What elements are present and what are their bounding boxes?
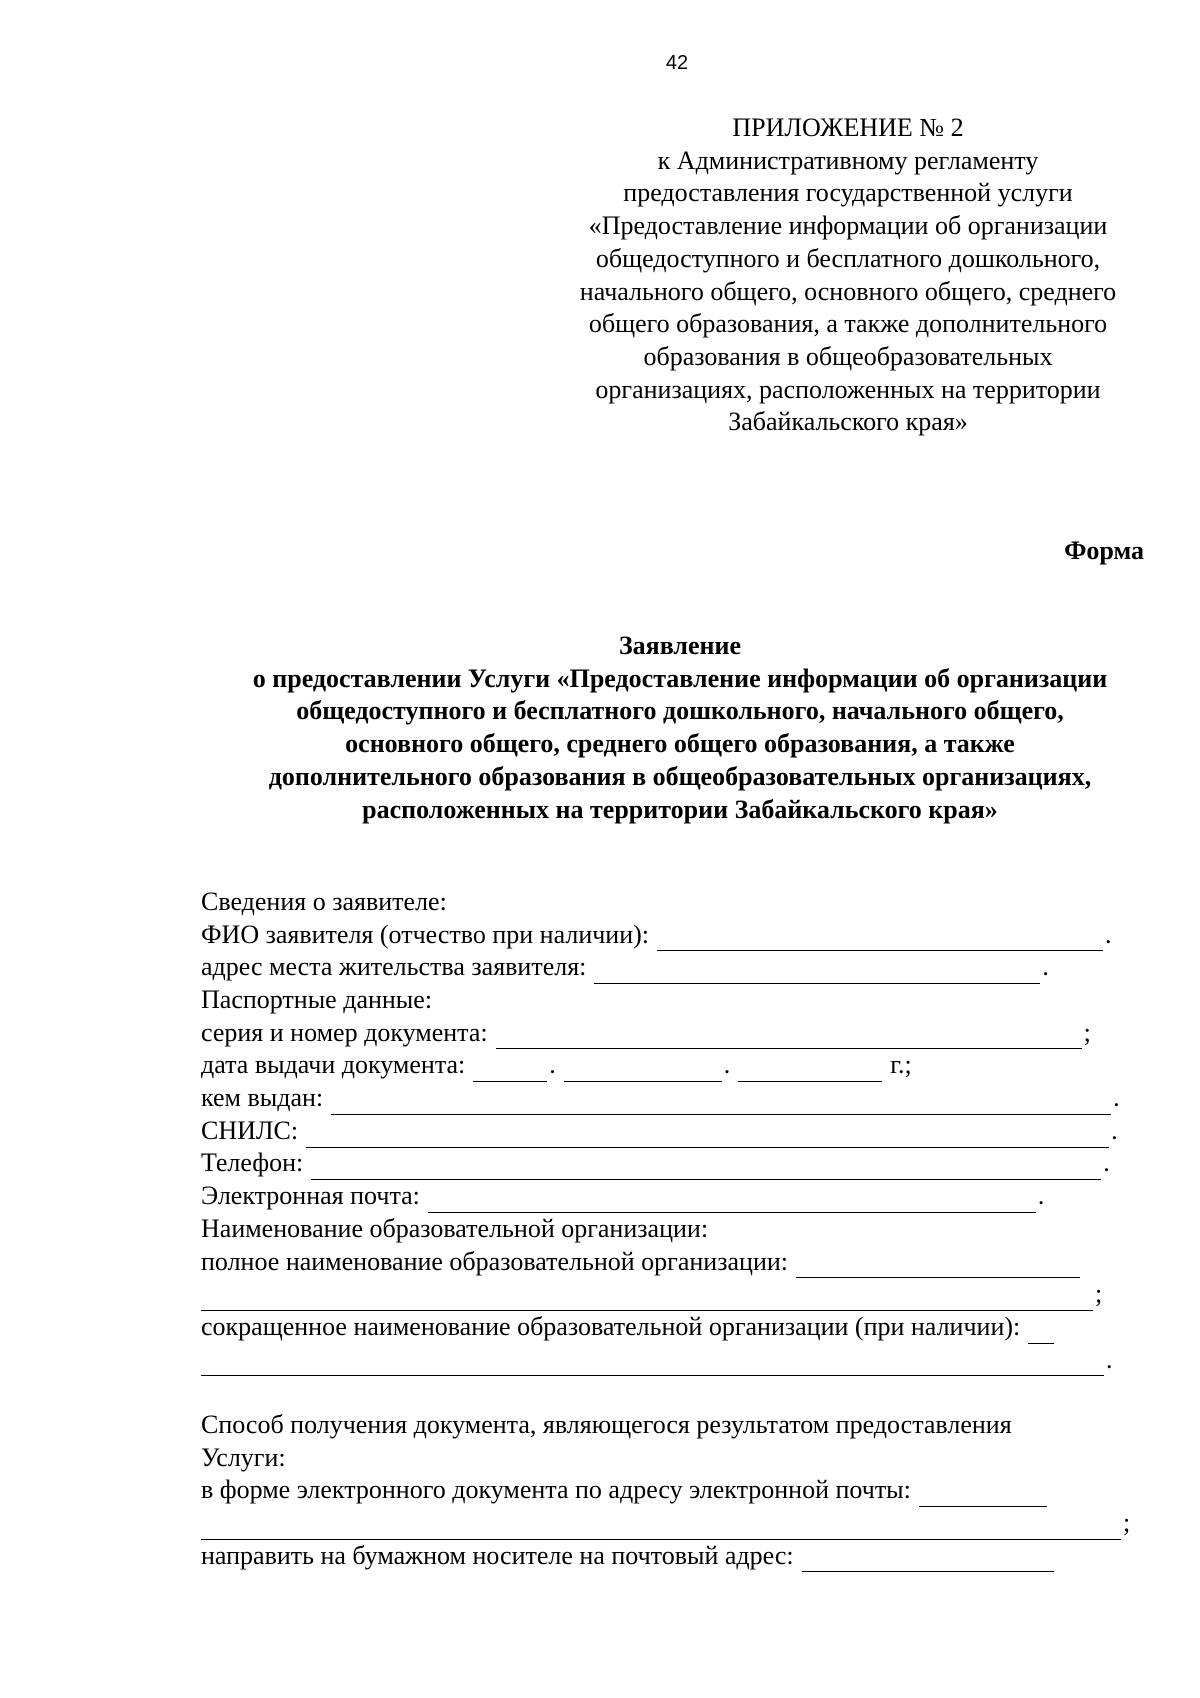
- passport-header-row: [201, 984, 1161, 1017]
- snils-blank[interactable]: [306, 1122, 1109, 1148]
- fio-row: ФИО заявителя (отчество при наличии): .: [201, 919, 1161, 952]
- issue-year-blank[interactable]: [738, 1056, 882, 1082]
- series-row: серия и номер документа: ;: [201, 1017, 1161, 1050]
- org-header-row: [201, 1213, 1161, 1246]
- snils-row: СНИЛС: .: [201, 1115, 1161, 1148]
- title-line: расположенных на территории Забайкальского края»: [362, 794, 998, 824]
- form-label: Форма: [1064, 536, 1144, 565]
- email-method-cont-row: ;: [201, 1507, 1161, 1540]
- address-label: адрес места жительства заявителя:: [201, 952, 587, 982]
- appendix-line: общедоступного и бесплатного дошкольного,: [595, 243, 1101, 273]
- paper-method-row: [201, 1540, 1161, 1573]
- applicant-header: Сведения о заявителе:: [201, 886, 447, 916]
- appendix-line: организациях, расположенных на территории: [595, 374, 1101, 404]
- address-row: адрес места жительства заявителя: .: [201, 951, 1161, 984]
- appendix-line: ПРИЛОЖЕНИЕ № 2: [732, 113, 964, 142]
- appendix-line: Забайкальского края»: [728, 407, 968, 437]
- series-blank[interactable]: [496, 1023, 1082, 1049]
- appendix-line: общего образования, а также дополнительного: [588, 309, 1108, 339]
- org-short-blank-cont[interactable]: [201, 1350, 1104, 1376]
- org-short-label: сокращенное наименование образовательной организации (при наличии):: [201, 1311, 1021, 1341]
- spacer: [201, 1376, 1161, 1409]
- appendix-line: начального общего, основного общего, среднего: [579, 276, 1117, 306]
- method-label-1: Способ получения документа, являющегося результатом предоставления: [201, 1409, 1012, 1439]
- application-fields: [201, 886, 1161, 1572]
- appendix-line: «Предоставление информации об организации: [588, 211, 1108, 241]
- title-line: основного общего, среднего общего образования, а также: [345, 729, 1015, 759]
- title-line: Заявление: [618, 631, 742, 660]
- fio-label: ФИО заявителя (отчество при наличии):: [201, 919, 650, 949]
- method-label-2: Услуги:: [201, 1442, 286, 1472]
- email-row: Электронная почта: .: [201, 1180, 1161, 1213]
- series-label: серия и номер документа:: [201, 1017, 488, 1047]
- org-full-label: полное наименование образовательной организации:: [201, 1246, 788, 1276]
- issue-month-blank[interactable]: [564, 1056, 722, 1082]
- title-line: о предоставлении Услуги «Предоставление информации об организации: [252, 663, 1108, 693]
- org-full-blank[interactable]: [796, 1252, 1080, 1278]
- appendix-line: образования в общеобразовательных: [643, 341, 1053, 371]
- appendix-header: [548, 112, 1148, 439]
- document-title: [180, 630, 1180, 826]
- org-full-blank-cont[interactable]: [201, 1285, 1093, 1311]
- fio-blank[interactable]: [657, 925, 1103, 951]
- email-method-blank[interactable]: [919, 1481, 1047, 1507]
- issued-by-label: кем выдан:: [201, 1083, 324, 1113]
- issue-date-row: дата выдачи документа: . . г.;: [201, 1049, 1161, 1082]
- title-line: дополнительного образования в общеобразовательных организациях,: [268, 761, 1092, 791]
- issue-day-blank[interactable]: [473, 1056, 547, 1082]
- method-row-1: [201, 1409, 1161, 1442]
- method-row-2: [201, 1442, 1161, 1475]
- applicant-header-row: [201, 886, 1161, 919]
- paper-method-blank[interactable]: [802, 1546, 1054, 1572]
- title-line: общедоступного и бесплатного дошкольного, начального общего,: [296, 696, 1064, 726]
- org-full-cont-row: ;: [201, 1278, 1161, 1311]
- issue-date-label: дата выдачи документа:: [201, 1050, 466, 1080]
- email-method-blank-cont[interactable]: [201, 1514, 1121, 1540]
- org-header: Наименование образовательной организации:: [201, 1213, 709, 1243]
- phone-blank[interactable]: [311, 1154, 1101, 1180]
- year-suffix: г.;: [890, 1050, 912, 1080]
- appendix-line: к Административному регламенту: [657, 145, 1039, 175]
- email-label: Электронная почта:: [201, 1181, 420, 1211]
- org-full-row: [201, 1246, 1161, 1279]
- snils-label: СНИЛС:: [201, 1115, 299, 1145]
- issued-by-row: кем выдан: .: [201, 1082, 1161, 1115]
- email-blank[interactable]: [428, 1187, 1036, 1213]
- email-method-row: [201, 1474, 1161, 1507]
- phone-label: Телефон:: [201, 1148, 304, 1178]
- org-short-row: [201, 1311, 1161, 1344]
- page-number: 42: [665, 52, 689, 74]
- address-blank[interactable]: [594, 958, 1040, 984]
- paper-method-label: направить на бумажном носителе на почтовый адрес:: [201, 1540, 794, 1570]
- phone-row: Телефон: .: [201, 1148, 1161, 1181]
- passport-header: Паспортные данные:: [201, 985, 433, 1015]
- email-method-label: в форме электронного документа по адресу электронной почты:: [201, 1475, 911, 1505]
- issued-by-blank[interactable]: [331, 1089, 1111, 1115]
- appendix-line: предоставления государственной услуги: [623, 178, 1073, 208]
- org-short-blank[interactable]: [1028, 1318, 1054, 1344]
- org-short-cont-row: .: [201, 1344, 1161, 1377]
